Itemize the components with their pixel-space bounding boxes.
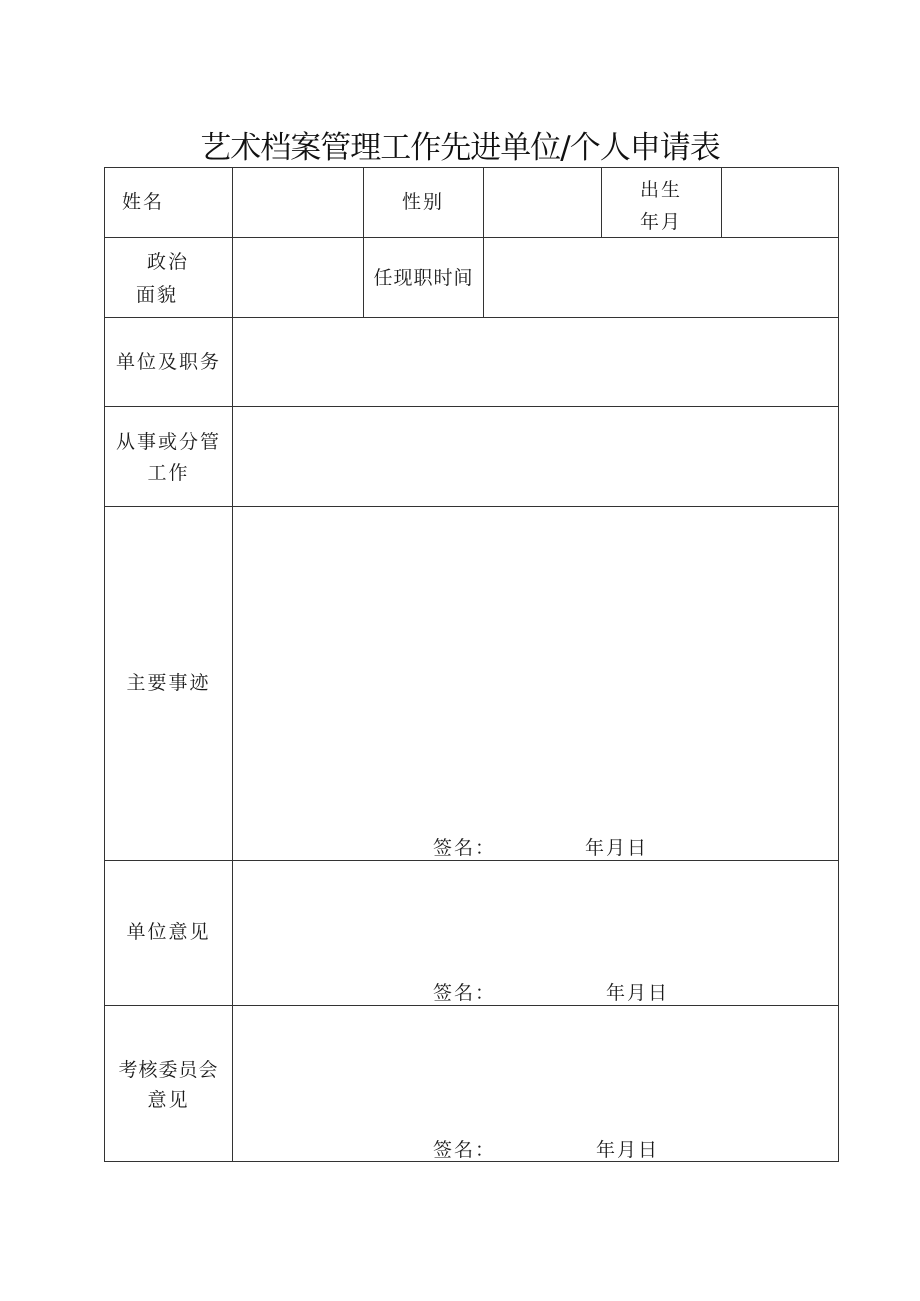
appointment-time-input-cell[interactable] [483, 237, 839, 318]
main-deeds-date-label: 年月日 [585, 837, 649, 859]
work-label-line2: 工作 [147, 462, 190, 484]
work-input-cell[interactable] [232, 406, 839, 507]
gender-input-cell[interactable] [483, 167, 602, 238]
unit-position-label: 单位及职务 [115, 351, 221, 373]
name-input-cell[interactable] [232, 167, 364, 238]
work-label-line1: 从事或分管 [115, 431, 221, 453]
form-title: 艺术档案管理工作先进单位/个人申请表 [200, 130, 720, 166]
main-deeds-sign-label: 签名： [433, 837, 497, 859]
unit-opinion-sign-label: 签名： [433, 982, 497, 1004]
political-input-cell[interactable] [232, 237, 364, 318]
unit-opinion-input-cell[interactable] [232, 860, 839, 1006]
political-label-line2: 面貌 [135, 284, 178, 306]
unit-position-input-cell[interactable] [232, 317, 839, 407]
birth-input-cell[interactable] [721, 167, 839, 238]
committee-label-line1: 考核委员会 [118, 1059, 219, 1081]
unit-opinion-date-label: 年月日 [606, 982, 670, 1004]
name-label: 姓名 [122, 191, 165, 213]
birth-label-line2: 年月 [639, 211, 682, 233]
committee-input-cell[interactable] [232, 1005, 839, 1162]
committee-label-line2: 意见 [147, 1089, 190, 1111]
unit-opinion-label: 单位意见 [126, 921, 211, 943]
gender-label: 性别 [401, 191, 444, 213]
political-label-line1: 政治 [146, 251, 189, 273]
birth-label-line1: 出生 [639, 179, 682, 201]
committee-date-label: 年月日 [596, 1139, 660, 1161]
main-deeds-label: 主要事迹 [126, 672, 211, 694]
main-deeds-input-cell[interactable] [232, 506, 839, 861]
committee-sign-label: 签名： [433, 1139, 497, 1161]
appointment-time-label: 任现职时间 [373, 267, 474, 289]
